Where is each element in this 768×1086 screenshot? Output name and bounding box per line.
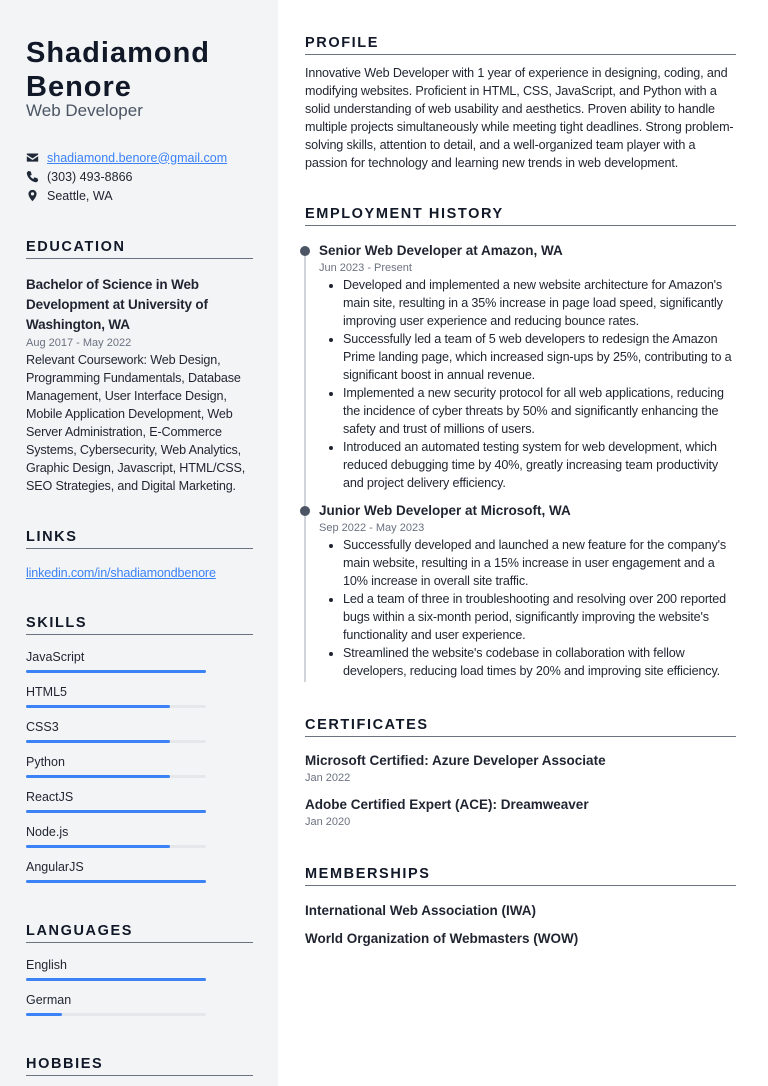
languages-name: German <box>26 993 72 1007</box>
languages-level-fill <box>26 978 206 981</box>
languages-level-bar <box>26 978 206 981</box>
last-name: Benore <box>26 71 132 103</box>
membership-item: International Web Association (IWA) <box>305 903 537 918</box>
hobbies-heading: HOBBIES <box>26 1056 253 1076</box>
skills-level-bar <box>26 705 206 708</box>
languages-heading: LANGUAGES <box>26 923 253 943</box>
timeline-dot <box>300 506 310 516</box>
skills-level-bar <box>26 845 206 848</box>
linkedin-link[interactable]: linkedin.com/in/shadiamondbenore <box>26 566 216 580</box>
employment-heading: EMPLOYMENT HISTORY <box>305 206 736 226</box>
skills-level-bar <box>26 810 206 813</box>
education-details: Relevant Coursework: Web Design, Programming Fundamentals, Database Management, User Interface Design, Mobile Application Development, Web Server Administration, E-Commerce Systems, Cybersecurity, Web Analytics, Graphic Design, Javascript, HTML/CSS, SEO Strategies, and Digital Marketing. <box>26 353 246 493</box>
location: Seattle, WA <box>47 188 113 203</box>
skills-name: AngularJS <box>26 860 84 874</box>
contact-email <box>26 148 256 167</box>
skills-item <box>26 790 206 813</box>
skills-level-fill <box>26 670 206 673</box>
skills-level-bar <box>26 670 206 673</box>
job-bullet: • Successfully developed and launched a new feature for the company's main website, resulting in a 15% increase in user engagement and a 10% increase in overall site traffic. <box>343 536 736 590</box>
first-name: Shadiamond <box>26 37 211 69</box>
skills-name: CSS3 <box>26 720 59 734</box>
skills-level-fill <box>26 810 206 813</box>
education-entry <box>26 275 253 495</box>
languages-item <box>26 958 206 981</box>
skills-item <box>26 720 206 743</box>
certificate-name: Adobe Certified Expert (ACE): Dreamweaver <box>305 797 589 812</box>
skills-level-fill <box>26 705 170 708</box>
skills-name: HTML5 <box>26 685 67 699</box>
skills-name: JavaScript <box>26 650 85 664</box>
timeline-dot <box>300 246 310 256</box>
languages-level-bar <box>26 1013 206 1016</box>
job-title: Web Developer <box>26 101 143 120</box>
certificates-heading: CERTIFICATES <box>305 717 736 737</box>
skills-name: ReactJS <box>26 790 74 804</box>
skills-level-fill <box>26 880 206 883</box>
languages-name: English <box>26 958 67 972</box>
job-entry <box>305 502 736 680</box>
job-bullet: • Streamlined the website's codebase in collaboration with fellow developers, reducing load times by 20% and improving site efficiency. <box>343 644 736 680</box>
education-heading: EDUCATION <box>26 239 253 259</box>
profile-text: Innovative Web Developer with 1 year of experience in designing, coding, and modifying websites. Proficient in HTML, CSS, JavaScript, and Python with a solid understanding of web usability and aesthetics. Proven ability to handle multiple projects simultaneously while meeting tight deadlines. Strong problem-solving skills, attention to detail, and a well-organized team player with a passion for technology and learning new trends in web development. <box>305 66 734 170</box>
certificate-list <box>305 752 736 830</box>
job-title: Junior Web Developer at Microsoft, WA <box>319 503 571 518</box>
candidate-name <box>26 36 210 104</box>
skills-name: Python <box>26 755 65 769</box>
skills-item <box>26 860 206 883</box>
skills-level-fill <box>26 775 170 778</box>
links-heading: LINKS <box>26 529 253 549</box>
education-dates: Aug 2017 - May 2022 <box>26 337 132 349</box>
job-dates: Jun 2023 - Present <box>319 262 412 274</box>
phone-icon <box>26 170 39 183</box>
languages-level-fill <box>26 1013 62 1016</box>
job-bullet: • Successfully led a team of 5 web developers to redesign the Amazon Prime landing page, which increased sign-ups by 25%, contributing to a significant boost in annual revenue. <box>343 330 736 384</box>
skills-item <box>26 825 206 848</box>
envelope-icon <box>26 151 39 164</box>
skills-item <box>26 755 206 778</box>
skills-level-fill <box>26 740 170 743</box>
membership-item: World Organization of Webmasters (WOW) <box>305 931 579 946</box>
degree: Bachelor of Science in Web Development at University of Washington, WA <box>26 277 208 332</box>
languages-item <box>26 993 206 1016</box>
phone-number: (303) 493-8866 <box>47 169 133 184</box>
memberships-heading: MEMBERSHIPS <box>305 866 736 886</box>
job-bullet: • Introduced an automated testing system for web development, which reduced debugging time by 40%, greatly increasing team productivity and project delivery efficiency. <box>343 438 736 492</box>
job-entry <box>305 242 736 492</box>
skills-level-bar <box>26 740 206 743</box>
job-dates: Sep 2022 - May 2023 <box>319 522 425 534</box>
certificate-name: Microsoft Certified: Azure Developer Associate <box>305 753 606 768</box>
skills-level-bar <box>26 880 206 883</box>
job-title: Senior Web Developer at Amazon, WA <box>319 243 563 258</box>
skills-level-bar <box>26 775 206 778</box>
job-bullets <box>305 536 736 680</box>
certificate-date: Jan 2022 <box>305 772 351 784</box>
email-link[interactable]: shadiamond.benore@gmail.com <box>47 150 228 165</box>
job-bullet: • Led a team of three in troubleshooting and resolving over 200 reported bugs within a six-month period, significantly improving the website's functionality and user experience. <box>343 590 736 644</box>
skills-level-fill <box>26 845 170 848</box>
map-pin-icon <box>26 189 39 202</box>
skills-item <box>26 685 206 708</box>
job-bullet: • Developed and implemented a new website architecture for Amazon's main site, resulting in a 35% increase in page load speed, significantly improving user experience and reducing bounce rates. <box>343 276 736 330</box>
skills-name: Node.js <box>26 825 69 839</box>
membership-list <box>305 902 736 948</box>
skills-item <box>26 650 206 673</box>
profile-heading: PROFILE <box>305 35 736 55</box>
contact-location <box>26 186 256 205</box>
skills-heading: SKILLS <box>26 615 253 635</box>
job-bullet: • Implemented a new security protocol for all web applications, reducing the incidence of cyber threats by 50% and significantly enhancing the safety and trust of millions of users. <box>343 384 736 438</box>
contact-phone <box>26 167 256 186</box>
job-bullets <box>305 276 736 492</box>
certificate-date: Jan 2020 <box>305 816 351 828</box>
